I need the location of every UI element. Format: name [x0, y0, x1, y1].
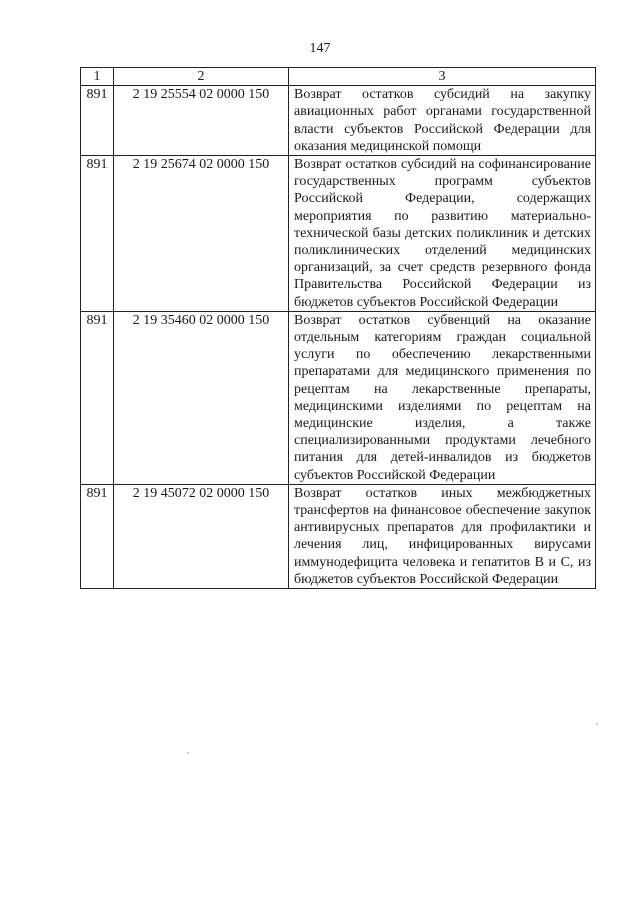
table-row [81, 86, 596, 156]
revenue-name-cell: Возврат остатков иных межбюджетных трансфертов на финансовое обеспечение закупок антивирусных препаратов для профилактики и лечения лиц, инфицированных вирусами иммунодефицита человека и гепатитов В и С, из бюджетов субъектов Российской Федерации [289, 484, 596, 588]
scan-speck [596, 723, 598, 725]
budget-code-cell: 2 19 35460 02 0000 150 [114, 311, 289, 484]
budget-code-cell: 2 19 25674 02 0000 150 [114, 156, 289, 312]
column-header-2: 2 [114, 68, 289, 86]
column-header-3: 3 [289, 68, 596, 86]
budget-code-cell: 2 19 45072 02 0000 150 [114, 484, 289, 588]
revenue-name-cell: Возврат остатков субсидий на закупку авиационных работ органами государственной власти субъектов Российской Федерации для оказания медицинской помощи [289, 86, 596, 156]
table-row [81, 311, 596, 484]
admin-code-cell: 891 [81, 484, 114, 588]
table-row [81, 484, 596, 588]
page-number: 147 [309, 41, 331, 56]
budget-classification-table [80, 67, 596, 589]
admin-code-cell: 891 [81, 311, 114, 484]
admin-code-cell: 891 [81, 86, 114, 156]
admin-code-cell: 891 [81, 156, 114, 312]
table-row [81, 156, 596, 312]
column-header-1: 1 [81, 68, 114, 86]
scan-speck [187, 752, 189, 754]
revenue-name-cell: Возврат остатков субвенций на оказание отдельным категориям граждан социальной услуги по обеспечению лекарственными препаратами для медицинского применения по рецептам на лекарственные препараты, медицинскими изделиями по рецептам на медицинские изделия, а также специализированными продуктами лечебного питания для детей-инвалидов из бюджетов субъектов Российской Федерации [289, 311, 596, 484]
table-header-row [81, 68, 596, 86]
revenue-name-cell: Возврат остатков субсидий на софинансирование государственных программ субъектов Российской Федерации, содержащих мероприятия по развитию материально-технической базы детских поликлиник и детских поликлинических отделений медицинских организаций, за счет средств резервного фонда Правительства Российской Федерации из бюджетов субъектов Российской Федерации [289, 156, 596, 312]
budget-code-cell: 2 19 25554 02 0000 150 [114, 86, 289, 156]
